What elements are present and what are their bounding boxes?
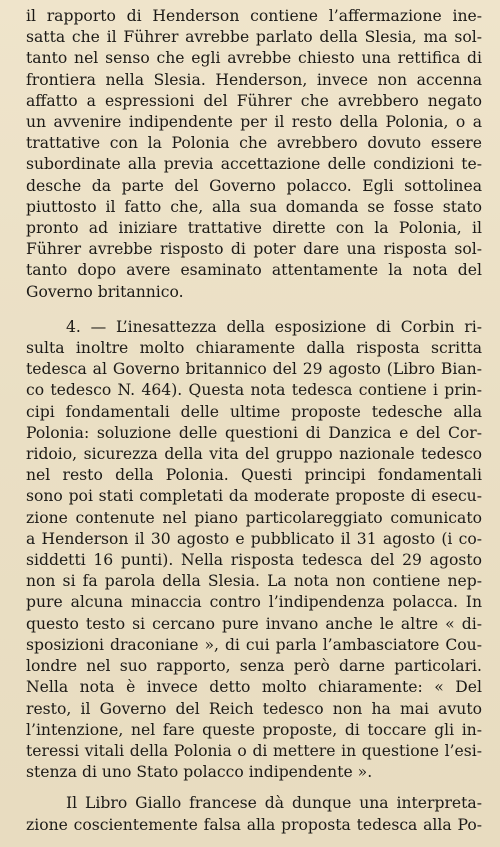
text-line: londre nel suo rapporto, senza però darne particolari. — [26, 657, 482, 676]
text-line: Governo britannico. — [26, 282, 184, 301]
text-line: sposizioni draconiane », di cui parla l’ambasciatore Cou- — [26, 635, 482, 654]
paragraph-gap — [26, 783, 482, 793]
text-line: stenza di uno Stato polacco indipendente ». — [26, 763, 373, 782]
text-line: sulta inoltre molto chiaramente dalla risposta scritta — [26, 339, 482, 358]
text-line: un avvenire indipendente per il resto della Polonia, o a — [26, 113, 482, 132]
text-line: resto, il Governo del Reich tedesco non ha mai avuto — [26, 699, 482, 718]
text-line: sono poi stati completati da moderate proposte di esecu- — [26, 487, 482, 506]
text-line: siddetti 16 punti). Nella risposta tedesca del 29 agosto — [26, 551, 482, 570]
paragraph-2 — [26, 317, 482, 783]
text-line: affatto a espressioni del Führer che avrebbero negato — [26, 91, 482, 110]
text-line: non si fa parola della Slesia. La nota non contiene nep- — [26, 572, 482, 591]
text-line: subordinate alla previa accettazione delle condizioni te- — [26, 155, 482, 174]
text-line: Il Libro Giallo francese dà dunque una interpreta- — [66, 794, 482, 813]
text-line: teressi vitali della Polonia o di mettere in questione l’esi- — [26, 741, 482, 760]
text-line: questo testo si cercano pure invano anche le altre « di- — [26, 614, 482, 633]
text-line: desche da parte del Governo polacco. Egli sottolinea — [26, 176, 482, 195]
text-line: ridoio, sicurezza della vita del gruppo nazionale tedesco — [26, 445, 482, 464]
text-line: cipi fondamentali delle ultime proposte tedesche alla — [26, 402, 482, 421]
text-line: pronto ad iniziare trattative dirette con la Polonia, il — [26, 219, 482, 238]
text-line: satta che il Führer avrebbe parlato della Slesia, ma sol- — [26, 28, 482, 47]
text-line: tedesca al Governo britannico del 29 agosto (Libro Bian- — [26, 360, 482, 379]
text-line: piuttosto il fatto che, alla sua domanda se fosse stato — [26, 197, 482, 216]
text-line: Nella nota è invece detto molto chiaramente: « Del — [26, 678, 482, 697]
text-line: a Henderson il 30 agosto e pubblicato il 31 agosto (i co- — [26, 529, 482, 548]
text-line: Polonia: soluzione delle questioni di Danzica e del Cor- — [26, 423, 482, 442]
text-line: co tedesco N. 464). Questa nota tedesca contiene i prin- — [26, 381, 482, 400]
text-line: frontiera nella Slesia. Henderson, invece non accenna — [26, 70, 482, 89]
paragraph-1 — [26, 6, 482, 303]
text-line: zione contenute nel piano particolareggiato comunicato — [26, 508, 482, 527]
text-line: l’intenzione, nel fare queste proposte, di toccare gli in- — [26, 720, 482, 739]
text-line: tanto nel senso che egli avrebbe chiesto una rettifica di — [26, 49, 482, 68]
text-line: 4. — L’inesattezza della esposizione di Corbin ri- — [66, 317, 482, 336]
text-line: nel resto della Polonia. Questi principi fondamentali — [26, 466, 482, 485]
paragraph-3 — [26, 793, 482, 835]
text-line: il rapporto di Henderson contiene l’affermazione ine- — [26, 7, 482, 25]
text-line: trattative con la Polonia che avrebbero dovuto essere — [26, 134, 482, 153]
page-text — [26, 6, 482, 836]
text-line: pure alcuna minaccia contro l’indipendenza polacca. In — [26, 593, 482, 612]
text-line: tanto dopo avere esaminato attentamente la nota del — [26, 261, 482, 280]
text-line: Führer avrebbe risposto di poter dare una risposta sol- — [26, 240, 482, 259]
text-line: zione coscientemente falsa alla proposta tedesca alla Po- — [26, 815, 482, 834]
paragraph-gap — [26, 303, 482, 317]
